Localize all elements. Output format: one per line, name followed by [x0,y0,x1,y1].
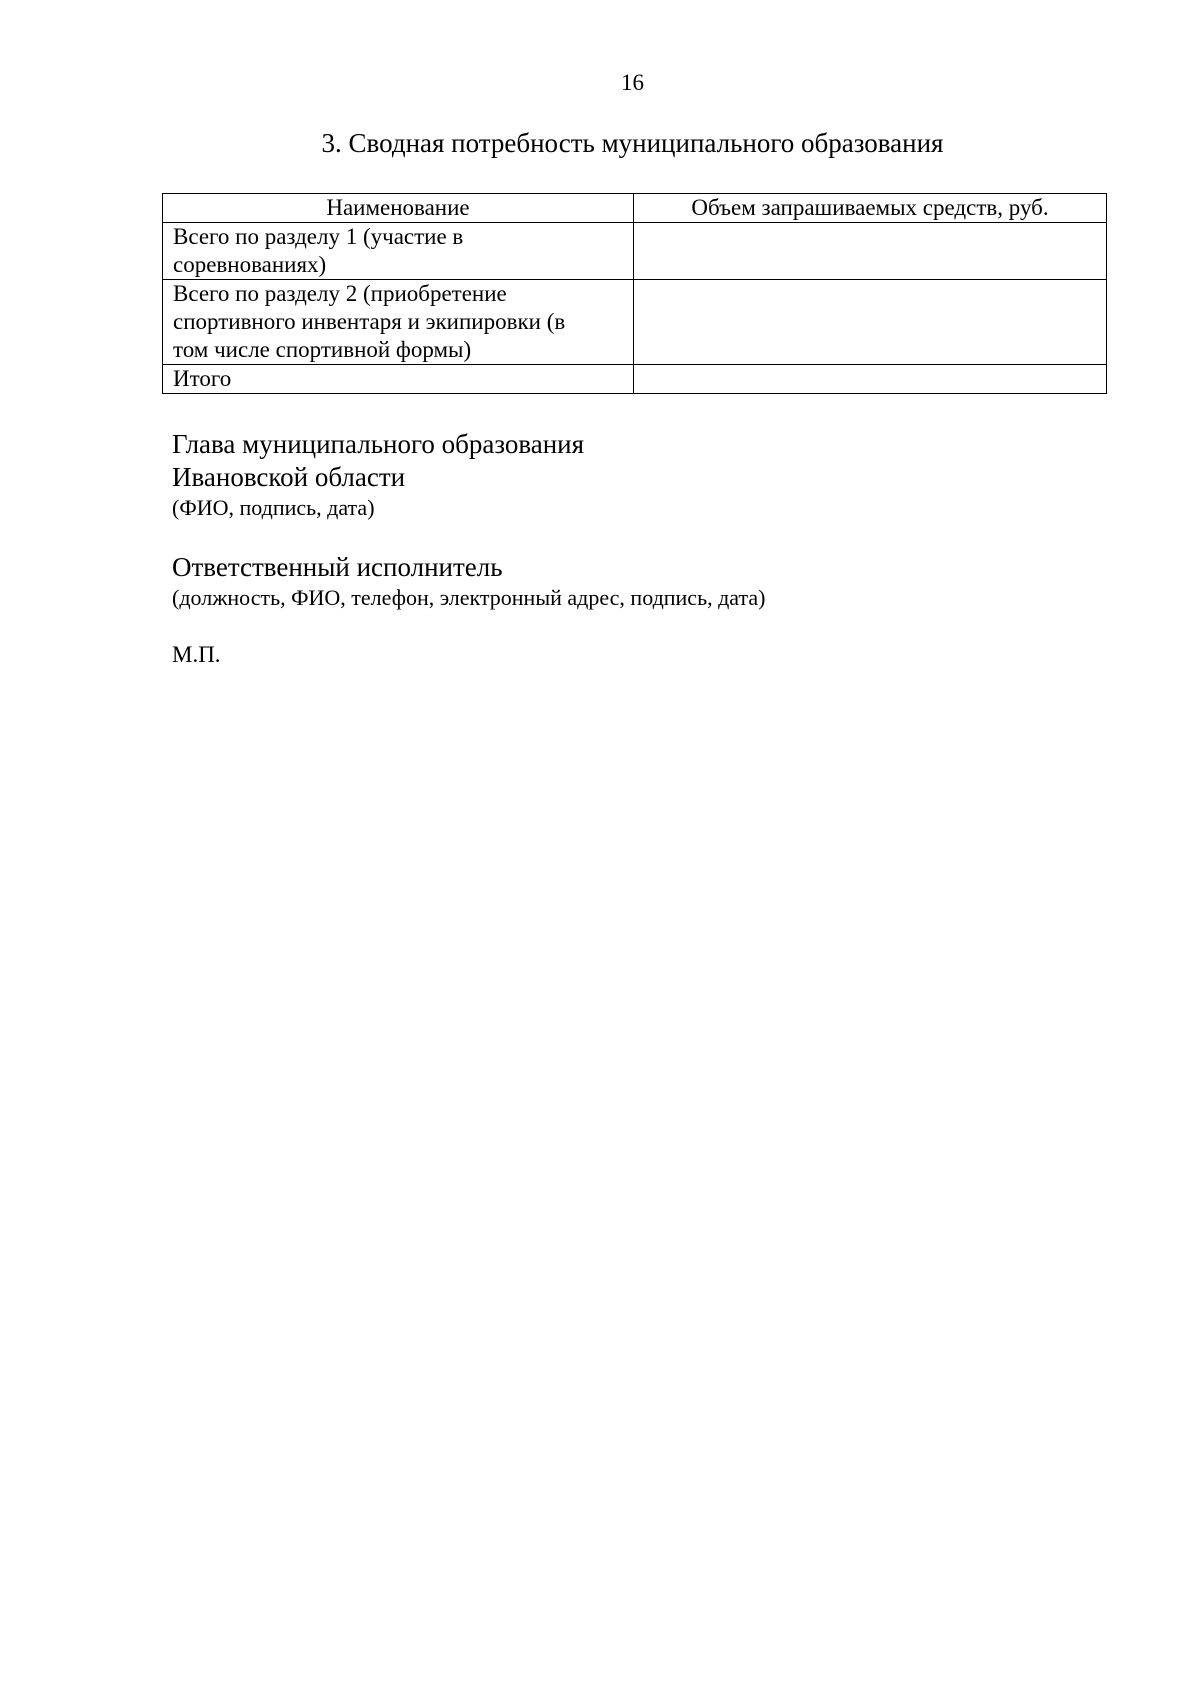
table-row [163,280,1107,365]
row-name-cell [163,223,634,280]
table-row-total [163,365,1107,394]
column-header-amount: Объем запрашиваемых средств, руб. [634,194,1107,223]
row-name-cell [163,280,634,365]
row-name-line: Всего по разделу 2 (приобретение [173,281,507,306]
row-name-line: Всего по разделу 1 (участие в [173,224,464,249]
executor-title: Ответственный исполнитель [172,552,503,582]
row-name-line: Итого [173,366,232,391]
table-header-row [163,194,1107,223]
page-number: 16 [621,70,644,95]
row-amount-cell [634,365,1107,394]
executor-signature-note: (должность, ФИО, телефон, электронный адрес, подпись, дата) [172,585,766,610]
column-header-name: Наименование [163,194,634,223]
row-name-line: спортивного инвентаря и экипировки (в [173,309,566,334]
seal-placeholder: М.П. [172,642,221,667]
signature-block [172,428,765,669]
row-amount-cell [634,223,1107,280]
head-title-line1: Глава муниципального образования [172,429,585,459]
row-amount-cell [634,280,1107,365]
table-row [163,223,1107,280]
row-name-line: том числе спортивной формы) [173,337,472,362]
row-name-cell [163,365,634,394]
head-signature-note: (ФИО, подпись, дата) [172,495,375,520]
head-title-line2: Ивановской области [172,462,406,492]
summary-table [162,193,1107,394]
section-title: 3. Сводная потребность муниципального образования [321,128,944,158]
row-name-line: соревнованиях) [173,252,327,277]
